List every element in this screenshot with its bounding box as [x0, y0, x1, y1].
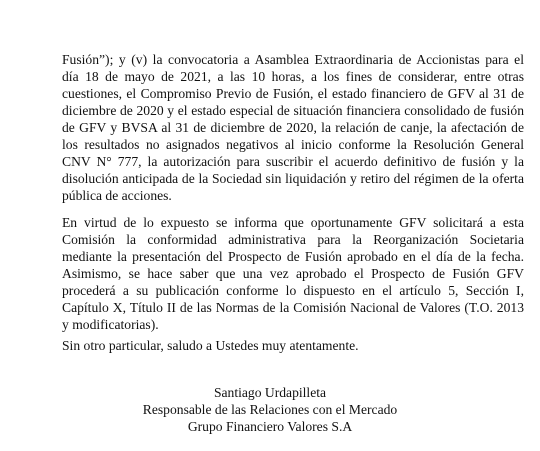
- text-line: Capítulo X, Título II de las Normas de la Comisión Nacional de Valores (T.O. 2013: [62, 300, 524, 315]
- closing-line: [62, 337, 524, 354]
- signature-block: [0, 384, 540, 435]
- paragraph-prospecto: [62, 214, 524, 333]
- text-line: Comisión la conformidad administrativa para la Reorganización Societaria: [62, 232, 524, 247]
- text-line: de GFV y BVSA al 31 de diciembre de 2020, la relación de canje, la afectación de: [62, 120, 524, 135]
- text-line: En virtud de lo expuesto se informa que oportunamente GFV solicitará a esta: [62, 215, 524, 230]
- signatory-name: Santiago Urdapilleta: [213, 385, 327, 400]
- text-line: los resultados no asignados negativos al inicio conforme la Resolución General: [62, 137, 524, 152]
- text-line: cuestiones, el Compromiso Previo de Fusión, el estado financiero de GFV al 31 de: [62, 86, 524, 101]
- signatory-role: Responsable de las Relaciones con el Mercado: [142, 402, 398, 417]
- text-line: Sin otro particular, saludo a Ustedes muy atentamente.: [62, 338, 359, 353]
- paragraph-convocatoria: [62, 51, 524, 204]
- text-line: día 18 de mayo de 2021, a las 10 horas, a los fines de considerar, entre otras: [62, 69, 524, 84]
- text-line: disolución anticipada de la Sociedad sin liquidación y retiro del régimen de la oferta: [62, 171, 524, 186]
- text-line: Asimismo, se hace saber que una vez aprobado el Prospecto de Fusión GFV: [62, 266, 524, 281]
- text-line: Fusión”); y (v) la convocatoria a Asamblea Extraordinaria de Accionistas para el: [62, 52, 524, 67]
- text-line: mediante la presentación del Prospecto de Fusión aprobado en el día de la fecha.: [62, 249, 524, 264]
- text-line: y modificatorias).: [62, 317, 159, 332]
- signatory-company: Grupo Financiero Valores S.A: [187, 419, 353, 434]
- text-line: CNV N° 777, la autorización para suscribir el acuerdo definitivo de fusión y la: [62, 154, 524, 169]
- text-line: procederá a su publicación conforme lo dispuesto en el artículo 5, Sección I,: [62, 283, 524, 298]
- text-line: diciembre de 2020 y el estado especial de situación financiera consolidado de fusión: [62, 103, 524, 118]
- text-line: pública de acciones.: [62, 188, 172, 203]
